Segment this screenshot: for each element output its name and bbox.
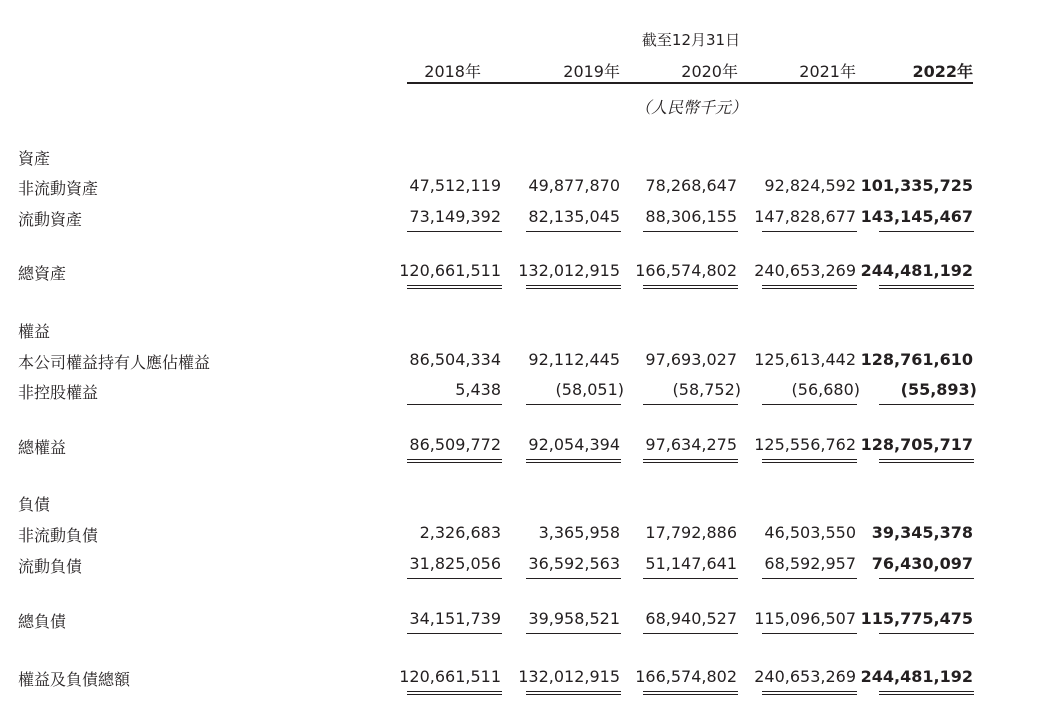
cell-value: 92,824,592 bbox=[764, 176, 856, 195]
row-label: 本公司權益持有人應佔權益 bbox=[18, 353, 211, 372]
cell-value: 51,147,641 bbox=[645, 554, 737, 573]
cell-value: 88,306,155 bbox=[645, 207, 737, 226]
cell-value: 143,145,467 bbox=[860, 207, 973, 226]
cell-value: 76,430,097 bbox=[871, 554, 973, 573]
total-value: 240,653,269 bbox=[754, 261, 856, 280]
total-double-rule bbox=[879, 459, 974, 463]
total-value: 115,096,507 bbox=[754, 609, 856, 628]
total-value: 97,634,275 bbox=[645, 435, 737, 454]
cell-value: 49,877,870 bbox=[528, 176, 620, 195]
total-value: 92,054,394 bbox=[528, 435, 620, 454]
total-double-rule bbox=[762, 691, 857, 695]
cell-value: 3,365,958 bbox=[538, 523, 620, 542]
subtotal-rule bbox=[643, 404, 738, 405]
subtotal-rule bbox=[643, 633, 738, 634]
row-label: 流動負債 bbox=[18, 557, 83, 576]
subtotal-rule bbox=[762, 231, 857, 232]
total-value: 125,556,762 bbox=[754, 435, 856, 454]
cell-value: 92,112,445 bbox=[528, 350, 620, 369]
subtotal-rule bbox=[879, 633, 974, 634]
grand-total-value: 244,481,192 bbox=[860, 667, 973, 686]
section-title-assets: 資產 bbox=[18, 149, 51, 168]
cell-value: (55,893) bbox=[900, 380, 977, 399]
total-value: 132,012,915 bbox=[518, 261, 620, 280]
subtotal-rule bbox=[526, 231, 621, 232]
total-double-rule bbox=[762, 285, 857, 289]
subtotal-rule bbox=[526, 633, 621, 634]
total-value: 86,509,772 bbox=[409, 435, 501, 454]
total-double-rule bbox=[762, 459, 857, 463]
subtotal-rule bbox=[879, 404, 974, 405]
total-double-rule bbox=[879, 691, 974, 695]
cell-value: 78,268,647 bbox=[645, 176, 737, 195]
year-header-2019: 2019年 bbox=[563, 62, 620, 81]
total-value: 34,151,739 bbox=[409, 609, 501, 628]
total-value: 120,661,511 bbox=[399, 261, 501, 280]
subtotal-rule bbox=[407, 633, 502, 634]
total-double-rule bbox=[643, 459, 738, 463]
year-header-2022: 2022年 bbox=[912, 62, 973, 81]
section-title-liabilities: 負債 bbox=[18, 495, 51, 514]
year-header-2021: 2021年 bbox=[799, 62, 856, 81]
total-label: 總資產 bbox=[18, 264, 67, 283]
subtotal-rule bbox=[407, 578, 502, 579]
subtotal-rule bbox=[762, 633, 857, 634]
cell-value: 147,828,677 bbox=[754, 207, 856, 226]
total-value: 115,775,475 bbox=[860, 609, 973, 628]
cell-value: 39,345,378 bbox=[871, 523, 973, 542]
subtotal-rule bbox=[407, 404, 502, 405]
total-double-rule bbox=[879, 285, 974, 289]
cell-value: 97,693,027 bbox=[645, 350, 737, 369]
grand-total-value: 132,012,915 bbox=[518, 667, 620, 686]
cell-value: 36,592,563 bbox=[528, 554, 620, 573]
total-value: 166,574,802 bbox=[635, 261, 737, 280]
cell-value: 47,512,119 bbox=[409, 176, 501, 195]
row-label: 非流動資產 bbox=[18, 179, 99, 198]
cell-value: (58,051) bbox=[555, 380, 624, 399]
cell-value: 31,825,056 bbox=[409, 554, 501, 573]
period-header: 截至12月31日 bbox=[641, 31, 741, 49]
total-double-rule bbox=[407, 691, 502, 695]
year-header-2018: 2018年 bbox=[424, 62, 481, 81]
unit-label: （人民幣千元） bbox=[634, 98, 747, 117]
total-double-rule bbox=[526, 459, 621, 463]
cell-value: 101,335,725 bbox=[860, 176, 973, 195]
cell-value: 46,503,550 bbox=[764, 523, 856, 542]
subtotal-rule bbox=[879, 231, 974, 232]
section-title-equity: 權益 bbox=[18, 322, 51, 341]
cell-value: 73,149,392 bbox=[409, 207, 501, 226]
row-label: 流動資產 bbox=[18, 210, 83, 229]
cell-value: (56,680) bbox=[791, 380, 860, 399]
grand-total-value: 120,661,511 bbox=[399, 667, 501, 686]
subtotal-rule bbox=[526, 404, 621, 405]
row-label: 非控股權益 bbox=[18, 383, 99, 402]
cell-value: 17,792,886 bbox=[645, 523, 737, 542]
total-double-rule bbox=[407, 459, 502, 463]
total-double-rule bbox=[407, 285, 502, 289]
total-double-rule bbox=[643, 691, 738, 695]
year-header-2020: 2020年 bbox=[681, 62, 738, 81]
row-label: 非流動負債 bbox=[18, 526, 99, 545]
subtotal-rule bbox=[762, 578, 857, 579]
cell-value: 82,135,045 bbox=[528, 207, 620, 226]
subtotal-rule bbox=[526, 578, 621, 579]
total-double-rule bbox=[526, 285, 621, 289]
total-value: 128,705,717 bbox=[860, 435, 973, 454]
cell-value: 128,761,610 bbox=[860, 350, 973, 369]
cell-value: 2,326,683 bbox=[419, 523, 501, 542]
subtotal-rule bbox=[643, 578, 738, 579]
cell-value: 86,504,334 bbox=[409, 350, 501, 369]
cell-value: 5,438 bbox=[455, 380, 501, 399]
subtotal-rule bbox=[643, 231, 738, 232]
cell-value: 68,592,957 bbox=[764, 554, 856, 573]
cell-value: 125,613,442 bbox=[754, 350, 856, 369]
grand-total-value: 240,653,269 bbox=[754, 667, 856, 686]
total-label: 總負債 bbox=[18, 612, 67, 631]
grand-total-label: 權益及負債總額 bbox=[18, 670, 131, 689]
total-value: 244,481,192 bbox=[860, 261, 973, 280]
total-value: 68,940,527 bbox=[645, 609, 737, 628]
header-rule bbox=[407, 82, 973, 84]
total-double-rule bbox=[643, 285, 738, 289]
subtotal-rule bbox=[407, 231, 502, 232]
grand-total-value: 166,574,802 bbox=[635, 667, 737, 686]
cell-value: (58,752) bbox=[672, 380, 741, 399]
total-value: 39,958,521 bbox=[528, 609, 620, 628]
total-label: 總權益 bbox=[18, 438, 67, 457]
subtotal-rule bbox=[762, 404, 857, 405]
subtotal-rule bbox=[879, 578, 974, 579]
total-double-rule bbox=[526, 691, 621, 695]
